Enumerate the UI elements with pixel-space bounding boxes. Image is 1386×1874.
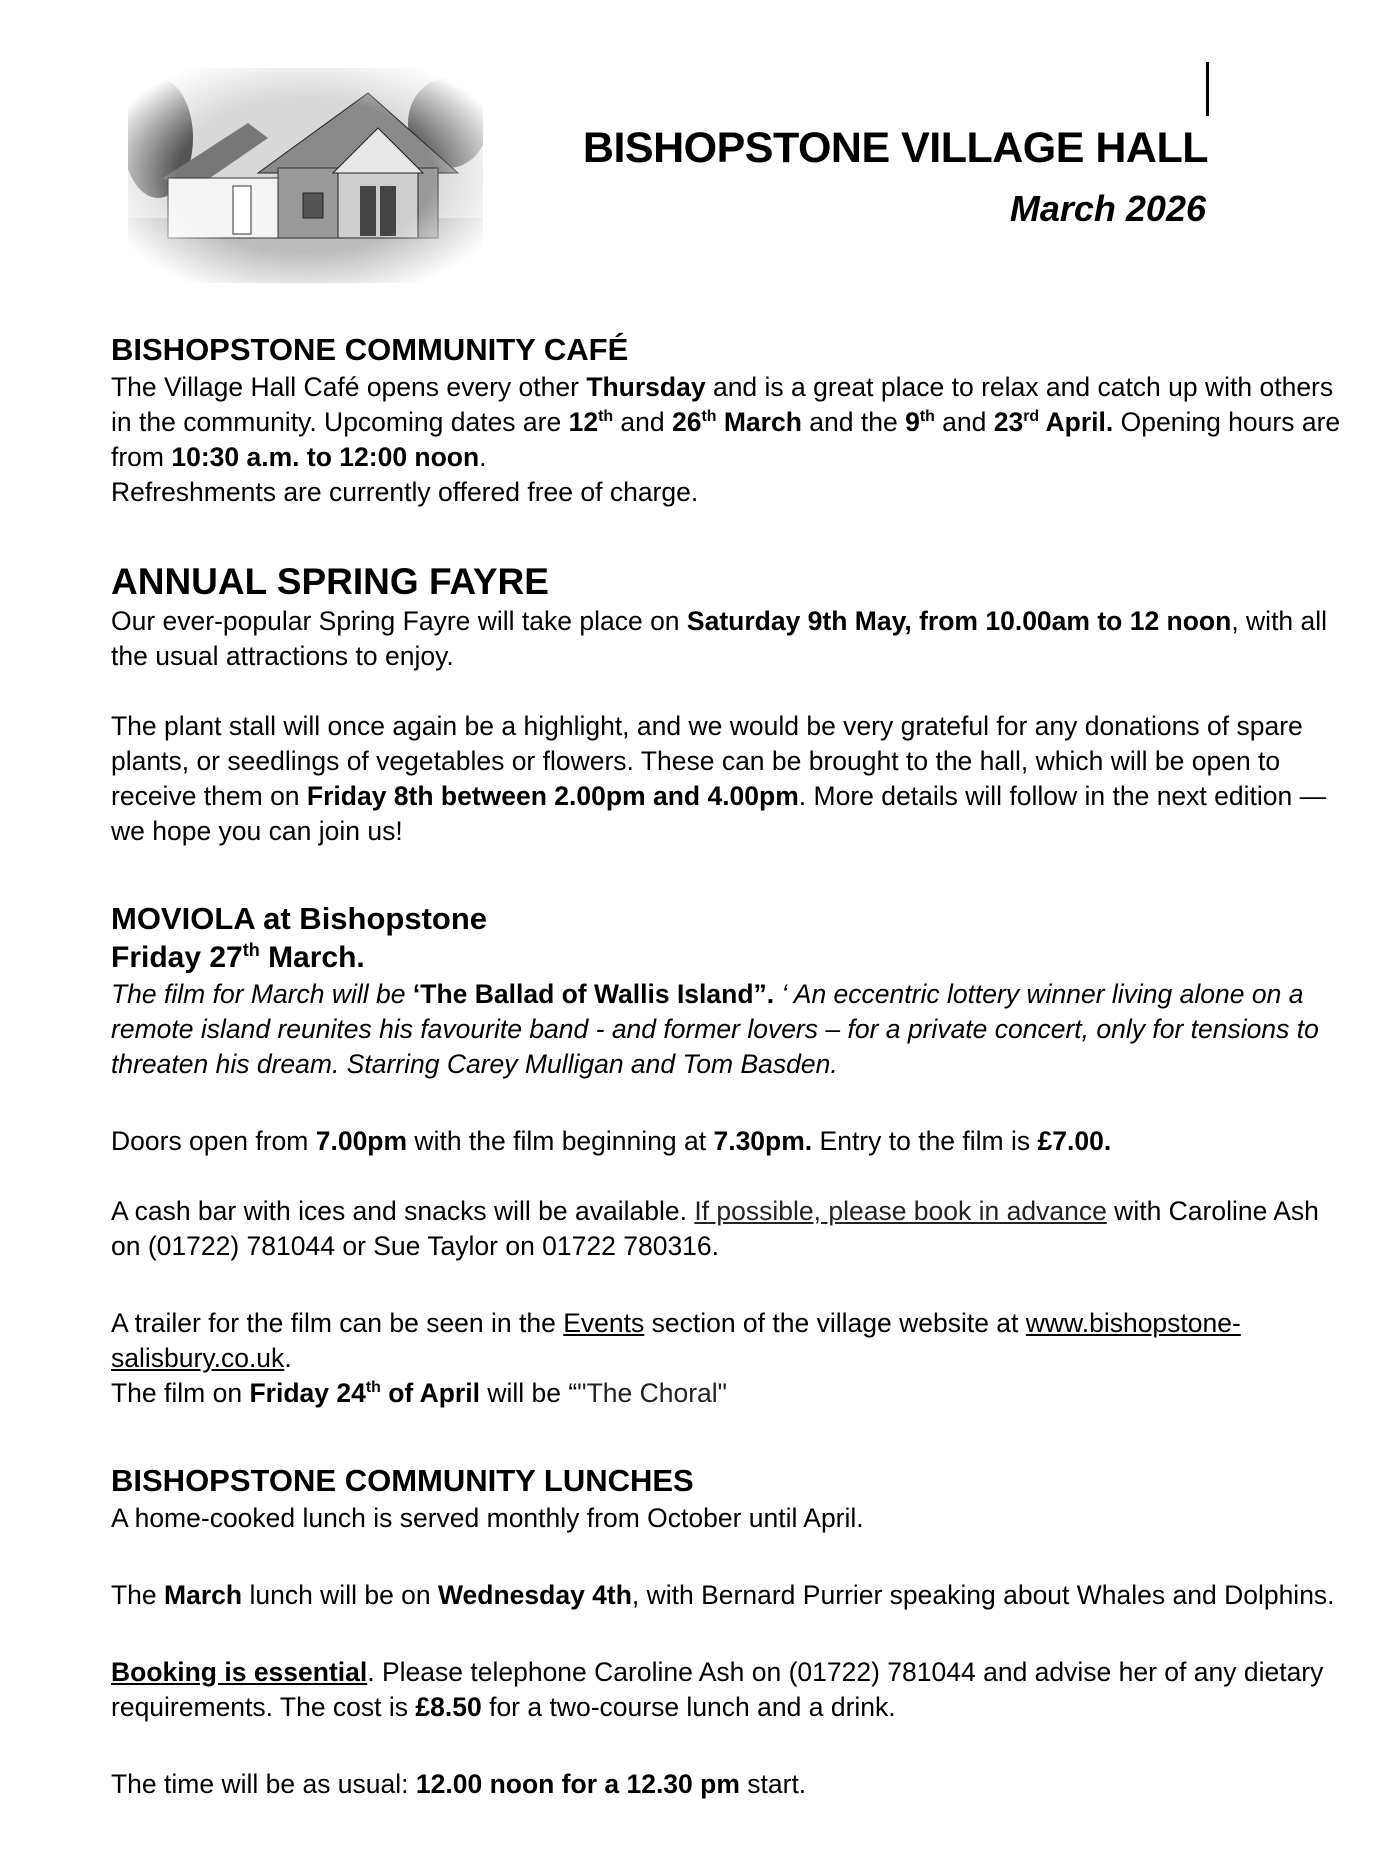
- bold-text: Wednesday 4th: [438, 1580, 632, 1610]
- text: 12: [568, 407, 599, 437]
- cafe-heading: BISHOPSTONE COMMUNITY CAFÉ: [111, 332, 629, 367]
- booking-paragraph: [111, 1655, 1341, 1725]
- fayre-heading: ANNUAL SPRING FAYRE: [111, 561, 549, 602]
- text: with the film beginning at: [407, 1126, 714, 1156]
- superscript: th: [365, 1379, 381, 1397]
- bold-text: 7.30pm.: [713, 1126, 813, 1156]
- text: The Village Hall Café opens every other: [111, 372, 587, 402]
- cafe-section: [111, 330, 1341, 510]
- text: 9: [905, 407, 920, 437]
- april-film-paragraph: [111, 1376, 1341, 1411]
- film-description: [111, 977, 1341, 1082]
- doors-paragraph: [111, 1124, 1341, 1159]
- text: start.: [739, 1769, 807, 1799]
- text: Friday 27: [111, 941, 243, 974]
- superscript: rd: [1023, 408, 1040, 426]
- text: and the: [801, 407, 906, 437]
- text: Friday 24: [249, 1378, 366, 1408]
- text: March: [716, 407, 802, 437]
- booking-essential-text: Booking is essential: [111, 1657, 368, 1687]
- text: . More details will follow in the next edition — we hope you can join us!: [111, 781, 1327, 846]
- text: with Caroline Ash on (01722) 781044 or Sue Taylor on 01722 780316.: [111, 1196, 1319, 1261]
- text: and: [934, 407, 994, 437]
- text: The: [111, 1580, 165, 1610]
- text: and: [613, 407, 673, 437]
- text: April.: [1039, 407, 1114, 437]
- fayre-paragraph-2: [111, 709, 1341, 849]
- bold-text: 12.00 noon for a 12.30 pm: [415, 1769, 740, 1799]
- website-link[interactable]: www.bishopstone-salisbury.co.uk: [111, 1308, 1241, 1373]
- village-hall-illustration: [128, 68, 483, 283]
- masthead-date: March 2026: [1009, 188, 1206, 229]
- fayre-paragraph: [111, 604, 1341, 674]
- bar-paragraph: [111, 1194, 1341, 1264]
- text: lunch will be on: [242, 1580, 439, 1610]
- book-in-advance-link[interactable]: If possible, please book in advance: [694, 1196, 1107, 1226]
- text: of April: [380, 1378, 480, 1408]
- text: .: [479, 442, 487, 472]
- bold-text: 7.00pm: [315, 1126, 408, 1156]
- fayre-section: [111, 560, 1341, 849]
- bold-text: March: [164, 1580, 243, 1610]
- text: Opening hours are from: [111, 407, 1341, 472]
- april-film-title: "The Choral": [577, 1378, 728, 1408]
- text: ‘ An eccentric lottery winner living alone on a remote island reunites his favourite band - and former lovers – for a private concert, only for tensions to threaten his dream. Starring Carey Mulligan and Tom Basden.: [111, 979, 1319, 1079]
- bold-text: Saturday 9th May, from 10.00am to 12 noon: [686, 606, 1232, 636]
- text: section of the village website at: [644, 1308, 1026, 1338]
- text-cursor: [1206, 62, 1209, 116]
- newsletter-body: [111, 330, 1341, 1802]
- text: The film for March will be: [111, 979, 413, 1009]
- text: . Please telephone Caroline Ash on (01722) 781044 and advise her of any dietary requirements. The cost is: [111, 1657, 1324, 1722]
- bold-text: 10:30 a.m. to 12:00 noon: [171, 442, 480, 472]
- text: Entry to the film is: [812, 1126, 1038, 1156]
- text: and is a great place to relax and catch up with others in the community. Upcoming dates are: [111, 372, 1334, 437]
- text: The time will be as usual:: [111, 1769, 416, 1799]
- bold-text: £7.00.: [1037, 1126, 1112, 1156]
- bold-text: Friday 8th between 2.00pm and 4.00pm: [306, 781, 799, 811]
- trailer-paragraph: [111, 1306, 1341, 1376]
- lunches-section: [111, 1461, 1341, 1802]
- bold-text: [249, 1378, 480, 1408]
- lunch-time-paragraph: [111, 1767, 1341, 1802]
- text: The film on: [111, 1378, 250, 1408]
- lunches-heading: BISHOPSTONE COMMUNITY LUNCHES: [111, 1463, 694, 1498]
- bold-text: Thursday: [586, 372, 706, 402]
- moviola-heading: MOVIOLA at Bishopstone: [111, 901, 488, 936]
- text: 23: [993, 407, 1024, 437]
- superscript: th: [919, 408, 935, 426]
- text: A cash bar with ices and snacks will be available.: [111, 1196, 695, 1226]
- lunches-paragraph: A home-cooked lunch is served monthly from October until April.: [111, 1503, 864, 1533]
- cafe-paragraph-2: Refreshments are currently offered free of charge.: [111, 477, 699, 507]
- bold-text: [994, 407, 1114, 437]
- text: for a two-course lunch and a drink.: [481, 1692, 896, 1722]
- superscript: th: [598, 408, 614, 426]
- bold-text: [569, 407, 613, 437]
- text: A trailer for the film can be seen in the: [111, 1308, 564, 1338]
- text: Our ever-popular Spring Fayre will take place on: [111, 606, 687, 636]
- text: .: [284, 1343, 292, 1373]
- text: March.: [259, 941, 365, 974]
- text: will be “: [479, 1378, 578, 1408]
- text: Doors open from: [111, 1126, 316, 1156]
- moviola-section: [111, 899, 1341, 1411]
- text: , with all the usual attractions to enjoy.: [111, 606, 1328, 671]
- film-title: ‘The Ballad of Wallis Island”.: [412, 979, 775, 1009]
- text: , with Bernard Purrier speaking about Whales and Dolphins.: [631, 1580, 1335, 1610]
- moviola-date: [111, 939, 1341, 977]
- bold-text: [905, 407, 935, 437]
- march-lunch-paragraph: [111, 1578, 1341, 1613]
- text: 26: [672, 407, 702, 437]
- bold-text: [672, 407, 802, 437]
- text: The plant stall will once again be a highlight, and we would be very grateful for any donations of spare plants, or seedlings of vegetables or flowers. These can be brought to the hall, which will be open to receive them on: [111, 711, 1303, 811]
- events-link[interactable]: Events: [563, 1308, 645, 1338]
- superscript: th: [242, 940, 260, 960]
- superscript: th: [701, 408, 717, 426]
- bold-text: £8.50: [415, 1692, 482, 1722]
- cafe-paragraph: [111, 370, 1341, 475]
- masthead-title: BISHOPSTONE VILLAGE HALL: [582, 124, 1208, 172]
